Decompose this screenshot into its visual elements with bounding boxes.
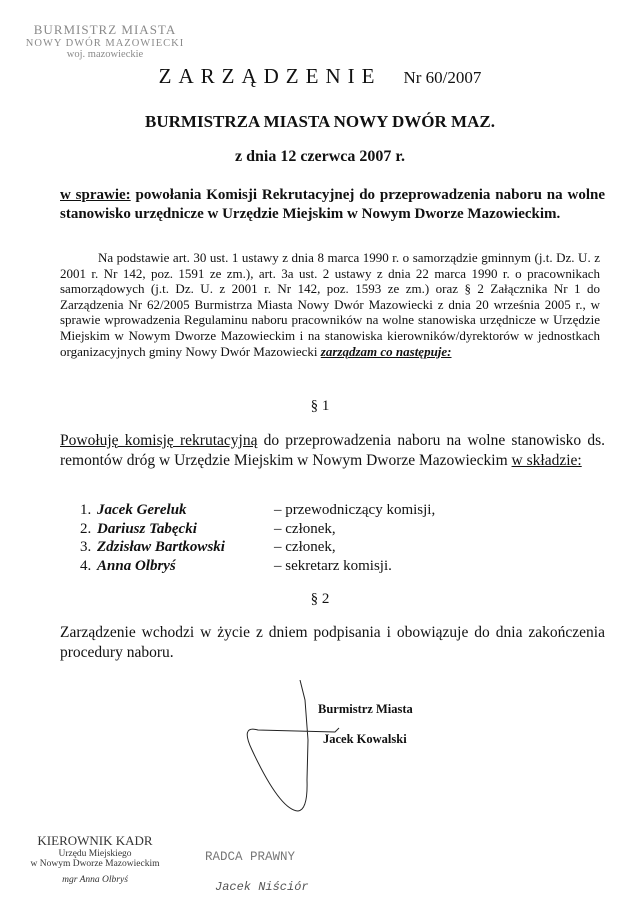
subject: [60, 186, 605, 223]
list-item: [80, 538, 435, 557]
member-number: 1.: [80, 502, 92, 518]
section-2-text: Zarządzenie wchodzi w życie z dniem podpisania i obowiązuje do dnia zakończenia procedury naboru.: [60, 624, 605, 661]
section-1-heading: § 1: [310, 398, 330, 414]
subject-label: w sprawie:: [60, 187, 131, 203]
section-1-text: [60, 431, 605, 471]
member-role: – przewodniczący komisji,: [274, 502, 436, 518]
section-1-tail: w składzie:: [511, 452, 582, 469]
issuer: BURMISTRZA MIASTA NOWY DWÓR MAZ.: [145, 112, 495, 131]
subject-text: powołania Komisji Rekrutacyjnej do przeprowadzenia naboru na wolne stanowisko urzędnicze w Urzędzie Miejskim w Nowym Dworze Mazowieckim.: [60, 187, 605, 222]
committee-list: [80, 501, 435, 575]
member-number: 2.: [80, 520, 92, 537]
section-2-heading: § 2: [310, 591, 330, 607]
stamp-line: Urzędu Miejskiego: [58, 849, 132, 859]
member-number: 4.: [80, 557, 92, 574]
stamp-line: mgr Anna Olbryś: [62, 875, 128, 885]
hr-stamp: [20, 833, 170, 885]
preamble-text: Na podstawie art. 30 ust. 1 ustawy z dnia 8 marca 1990 r. o samorządzie gminnym (j.t. Dz. U. z 2001 r. Nr 142, poz. 1591 ze zm.), art. 3a ust. 2 ustawy z dnia 22 marca 1990 r. o pracownikach samorządowych (j.t. Dz. U. z 2001 r. Nr 142, poz. 1593 ze zm.) oraz § 2 Załącznika Nr 1 do Zarządzenia Nr 62/2005 Burmistrza Miasta Nowy Dwór Mazowiecki z dnia 20 września 2005 r., w sprawie wprowadzenia Regulaminu naboru pracowników na wolne stanowiska urzędnicze w Urzędzie Miejskim w Nowym Dworze Mazowieckim i na stanowiska kierowników/dyrektorów w jednostkach organizacyjnych gminy Nowy Dwór Mazowiecki: [60, 250, 600, 359]
stamp-line: w Nowym Dworze Mazowieckim: [30, 859, 160, 869]
section-1-body: do przeprowadzenia naboru na wolne stanowisko ds. remontów dróg w Urzędzie Miejskim w Nowym Dworze Mazowieckim: [60, 432, 606, 469]
mayor-stamp: [25, 22, 185, 60]
stamp-line: BURMISTRZ MIASTA: [33, 22, 177, 37]
member-role: – członek,: [274, 539, 336, 555]
list-item: [80, 557, 435, 576]
stamp-line: NOWY DWÓR MAZOWIECKI: [25, 38, 185, 49]
member-role: – członek,: [274, 520, 336, 537]
member-name: Anna Olbryś: [97, 557, 176, 574]
member-name: Jacek Gereluk: [97, 502, 187, 518]
document-number: Nr 60/2007: [403, 68, 482, 87]
stamp-line: KIEROWNIK KADR: [37, 833, 153, 848]
list-item: [80, 520, 435, 539]
member-number: 3.: [80, 539, 92, 555]
legal-counsel-name: Jacek Niściór: [215, 880, 309, 894]
section-1-lead: Powołuję komisję rekrutacyjną: [60, 432, 258, 449]
stamp-line: woj. mazowieckie: [66, 49, 144, 60]
legal-counsel-stamp: RADCA PRAWNY: [205, 850, 296, 864]
document-date: z dnia 12 czerwca 2007 r.: [234, 148, 406, 165]
title-word: ZARZĄDZENIE: [158, 64, 382, 88]
document-title: [0, 64, 640, 89]
list-item: [80, 501, 435, 520]
member-role: – sekretarz komisji.: [274, 557, 392, 574]
member-name: Dariusz Tabęcki: [97, 520, 197, 537]
handwritten-signature: [240, 680, 420, 815]
signature-name: Jacek Kowalski: [323, 732, 407, 746]
preamble-emphasis: zarządzam co następuje:: [320, 343, 452, 359]
preamble: [60, 250, 600, 359]
signature-title: Burmistrz Miasta: [318, 702, 413, 716]
member-name: Zdzisław Bartkowski: [97, 539, 225, 555]
